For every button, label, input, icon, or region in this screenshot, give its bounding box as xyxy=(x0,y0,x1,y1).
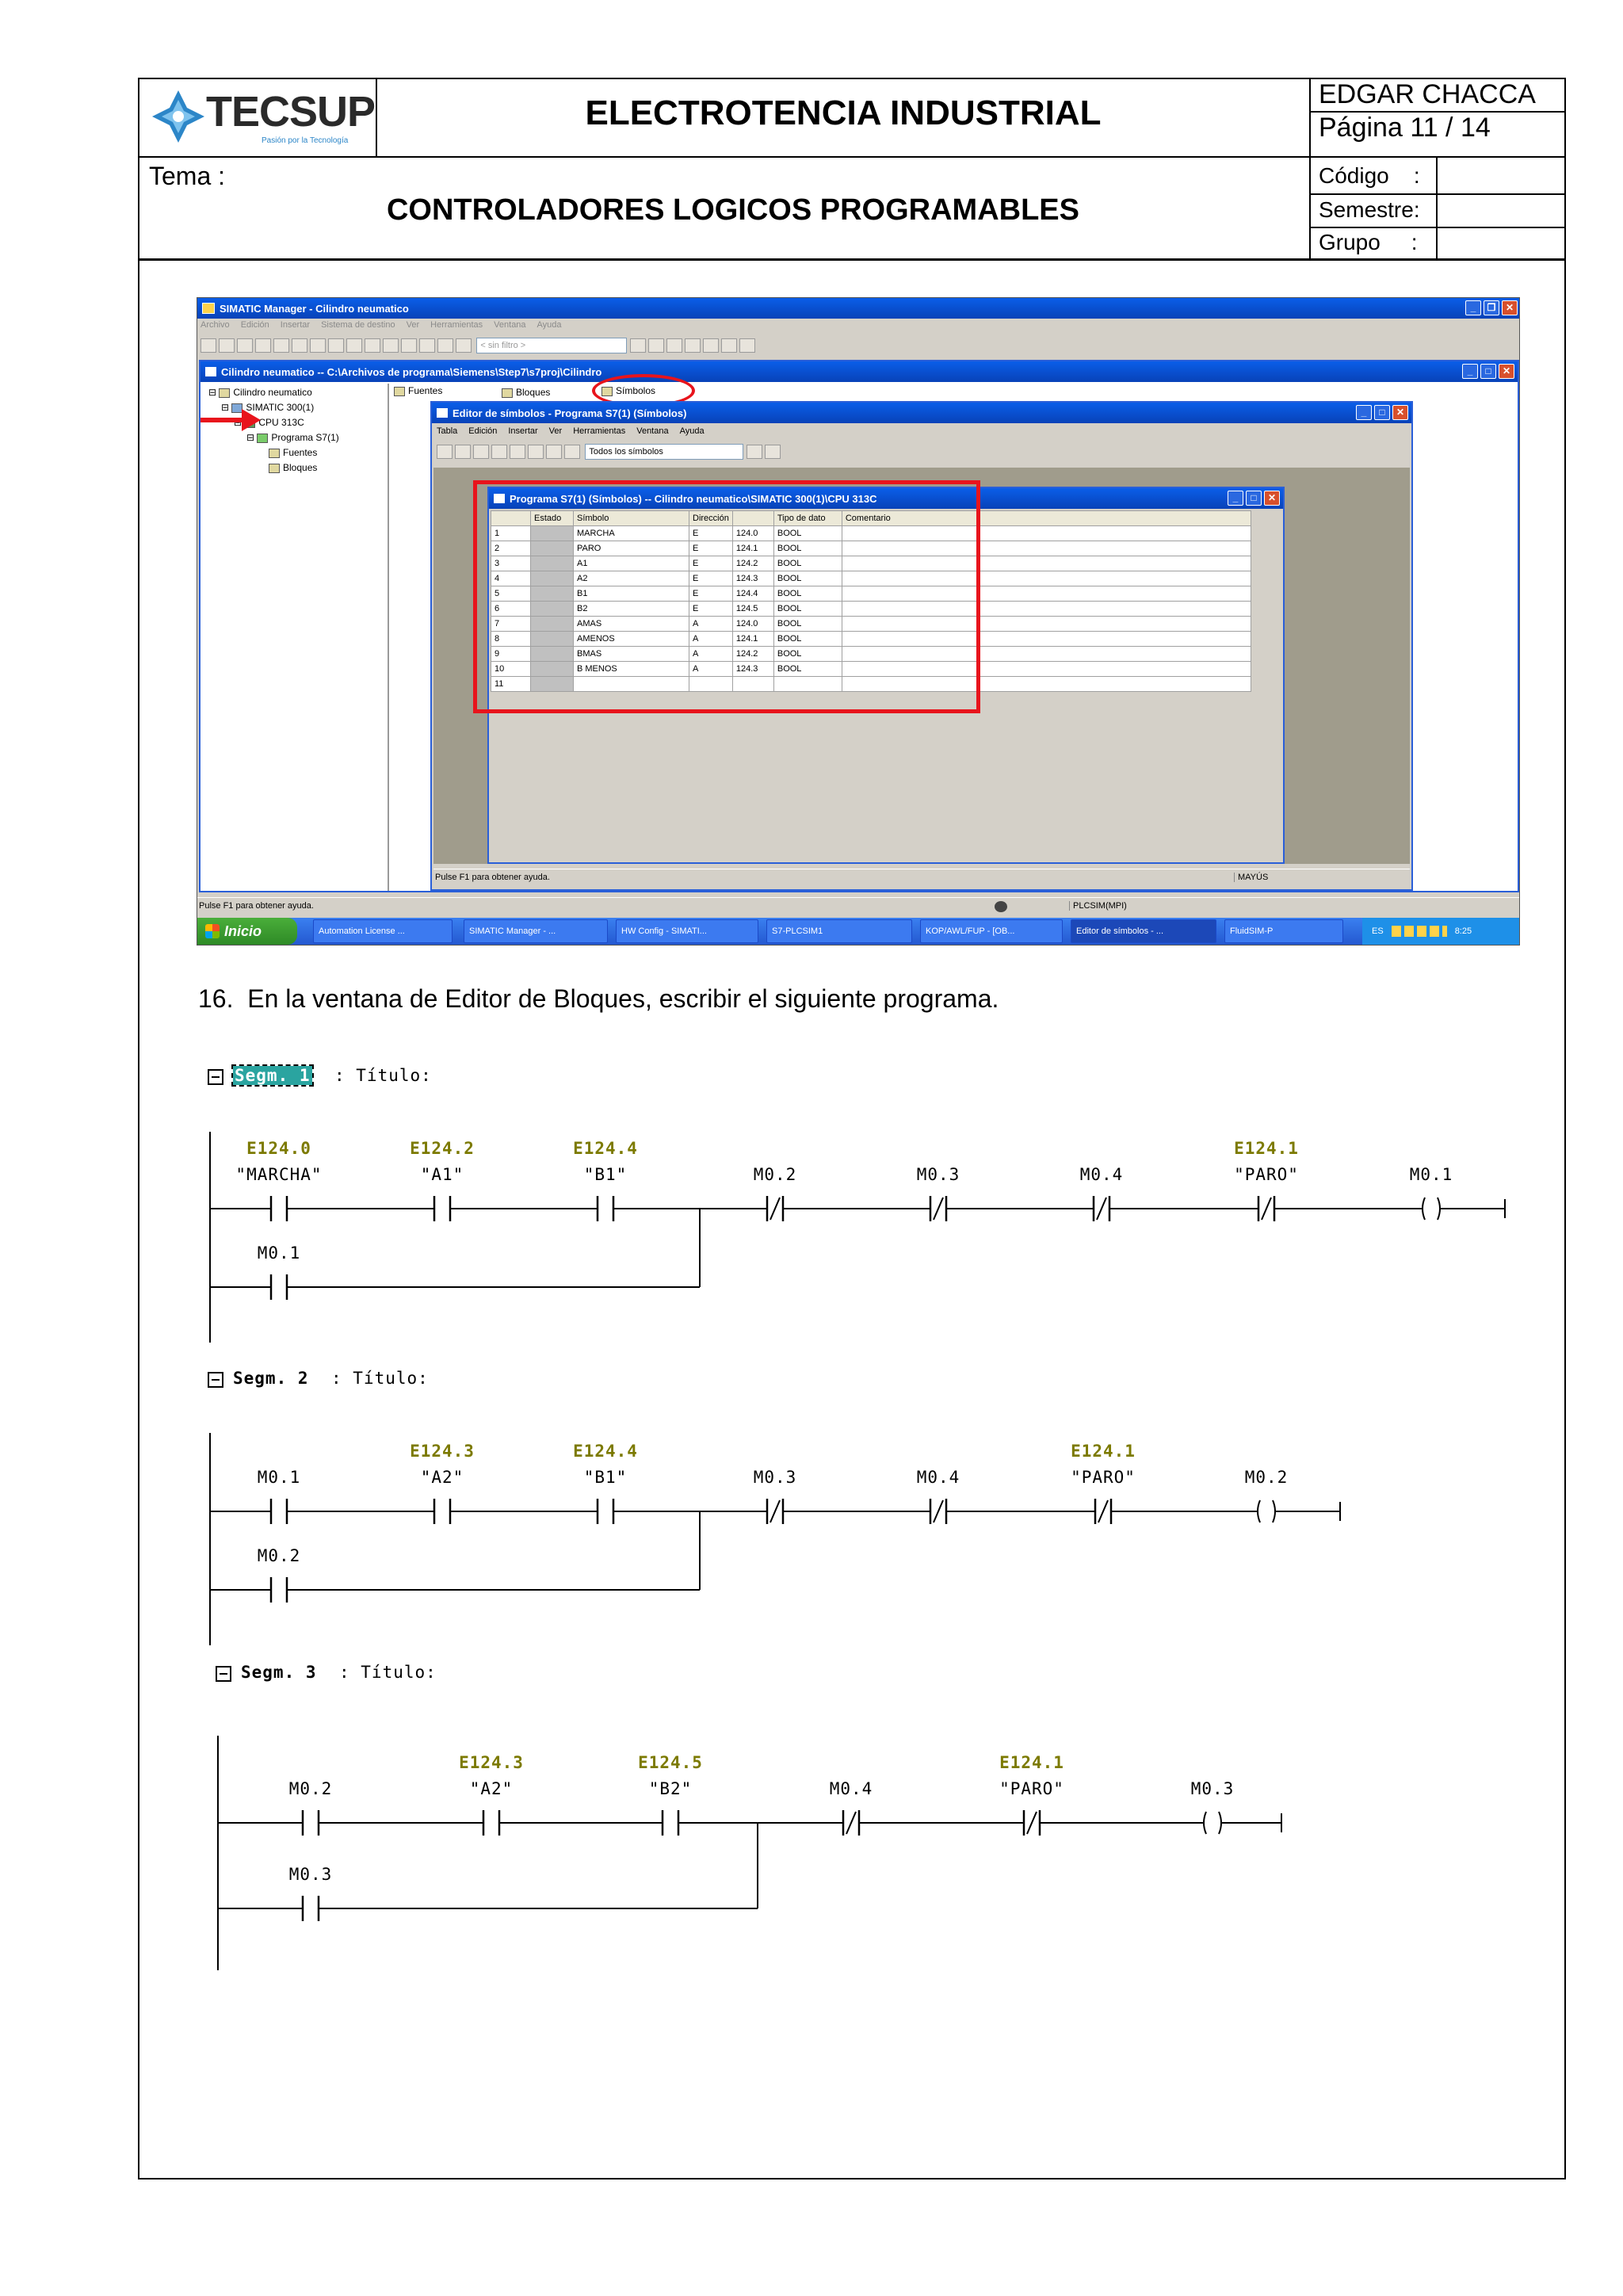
symbol-cell[interactable]: 124.0 xyxy=(732,617,773,632)
editor-menu-edicion[interactable]: Edición xyxy=(468,426,498,436)
list-icon[interactable] xyxy=(383,338,399,353)
contact-address: E124.3 xyxy=(459,1753,524,1772)
editor-statusbar xyxy=(433,869,1410,888)
symbol-cell[interactable]: E xyxy=(689,526,733,541)
symbol-cell[interactable]: 3 xyxy=(491,556,531,571)
contact-symbol: "PARO" xyxy=(1234,1165,1299,1184)
symbol-cell[interactable]: BOOL xyxy=(773,586,842,602)
symbol-cell[interactable]: A xyxy=(689,632,733,647)
symbol-cell[interactable]: 124.1 xyxy=(732,541,773,556)
contact-symbol: M0.2 xyxy=(288,1779,333,1798)
symbol-cell[interactable]: AMENOS xyxy=(574,632,689,647)
manager-statusbar xyxy=(197,897,1520,916)
power-rail xyxy=(209,1433,211,1645)
nc-contact-icon[interactable] xyxy=(759,1497,791,1526)
simatic-icon xyxy=(202,303,215,314)
grupo-label: Grupo : xyxy=(1319,230,1418,254)
no-contact-icon[interactable] xyxy=(655,1809,686,1837)
contact-symbol: "B2" xyxy=(648,1779,693,1798)
no-contact-icon[interactable] xyxy=(263,1194,295,1223)
symbol-cell[interactable]: 1 xyxy=(491,526,531,541)
contact-symbol: "PARO" xyxy=(999,1779,1064,1798)
segment-title: : Título: xyxy=(339,1663,437,1682)
load-icon[interactable] xyxy=(328,338,344,353)
contact-address: E124.4 xyxy=(573,1442,638,1461)
symbol-cell[interactable]: MARCHA xyxy=(574,526,689,541)
page-frame-bottom xyxy=(138,2178,1566,2179)
folder-fuentes[interactable]: Fuentes xyxy=(394,385,442,396)
symbol-cell[interactable]: B MENOS xyxy=(574,662,689,677)
filter-select-value: < sin filtro > xyxy=(480,341,526,350)
power-rail xyxy=(217,1736,219,1970)
details-icon[interactable] xyxy=(401,338,417,353)
symbol-cell[interactable]: BOOL xyxy=(773,541,842,556)
editor-filter-icon[interactable] xyxy=(747,445,762,459)
no-contact-icon[interactable] xyxy=(263,1273,295,1301)
no-contact-icon[interactable] xyxy=(475,1809,507,1837)
online-icon[interactable] xyxy=(346,338,362,353)
logo-text: TECSUP xyxy=(206,88,376,136)
collapse-icon[interactable] xyxy=(216,1666,231,1682)
menu-ayuda[interactable]: Ayuda xyxy=(537,320,562,330)
contact-symbol: M0.1 xyxy=(257,1468,301,1487)
symbol-cell[interactable]: A xyxy=(689,617,733,632)
tecsup-logo xyxy=(151,86,376,149)
grid-icon[interactable] xyxy=(437,338,453,353)
table-minimize-icon[interactable]: _ xyxy=(1228,491,1243,506)
symbol-cell[interactable]: BOOL xyxy=(773,602,842,617)
no-contact-icon[interactable] xyxy=(590,1194,621,1223)
tree-item-blocks[interactable]: Bloques xyxy=(269,462,317,473)
editor-menu-insertar[interactable]: Insertar xyxy=(508,426,538,436)
codigo-divider xyxy=(1309,193,1566,195)
contact-symbol: "MARCHA" xyxy=(235,1165,323,1184)
symbol-cell[interactable]: BOOL xyxy=(773,647,842,662)
contact-address: E124.1 xyxy=(1071,1442,1136,1461)
symbol-cell[interactable]: PARO xyxy=(574,541,689,556)
page-frame-left xyxy=(138,258,139,2179)
tree-item-station[interactable]: ⊟ SIMATIC 300(1) xyxy=(221,402,315,413)
contact-symbol: M0.2 xyxy=(753,1165,797,1184)
symbol-cell[interactable]: 11 xyxy=(491,677,531,692)
tecsup-logo-icon xyxy=(151,89,206,144)
symbol-cell[interactable]: 10 xyxy=(491,662,531,677)
project-close-icon[interactable]: ✕ xyxy=(1499,364,1514,379)
tree-icon[interactable] xyxy=(419,338,435,353)
nc-contact-icon[interactable] xyxy=(922,1194,954,1223)
power-rail xyxy=(209,1132,211,1343)
project-titlebar[interactable] xyxy=(200,361,1518,382)
editor-status-caps: MAYÚS xyxy=(1234,873,1268,882)
header-divider xyxy=(138,156,1566,158)
task-kop[interactable]: KOP/AWL/FUP - [OB... xyxy=(920,919,1063,943)
contact-symbol: M0.4 xyxy=(1079,1165,1124,1184)
document-title: ELECTROTENCIA INDUSTRIAL xyxy=(585,94,1102,132)
tree-item-sources[interactable]: Fuentes xyxy=(269,447,317,458)
col-comentario[interactable]: Comentario xyxy=(842,511,1251,526)
editor-title: Editor de símbolos - Programa S7(1) (Símbolos) xyxy=(453,407,687,419)
task-plcsim[interactable]: S7-PLCSIM1 xyxy=(766,919,912,943)
symbol-cell[interactable]: E xyxy=(689,556,733,571)
symbol-cell[interactable]: A2 xyxy=(574,571,689,586)
contact-symbol: M0.2 xyxy=(1244,1468,1289,1487)
project-icon-title xyxy=(205,367,216,376)
contact-symbol: "A2" xyxy=(420,1468,464,1487)
symbol-cell[interactable]: E xyxy=(689,602,733,617)
contact-symbol: "B1" xyxy=(583,1468,628,1487)
help-icon[interactable] xyxy=(739,338,755,353)
branch-join xyxy=(757,1823,758,1908)
end-rail xyxy=(1339,1502,1341,1521)
segment-label[interactable]: Segm. 3 xyxy=(241,1663,317,1682)
minimize-icon[interactable]: _ xyxy=(1465,300,1481,315)
end-rail xyxy=(1281,1813,1282,1832)
symbol-cell[interactable]: BOOL xyxy=(773,556,842,571)
task-license[interactable]: Automation License ... xyxy=(313,919,453,943)
symbol-cell[interactable]: 124.3 xyxy=(732,662,773,677)
editor-print-icon[interactable] xyxy=(473,445,489,459)
editor-close-icon[interactable]: ✕ xyxy=(1392,405,1408,420)
network-icon[interactable] xyxy=(237,338,253,353)
manager-titlebar[interactable] xyxy=(197,298,1520,319)
codigo-label: Código : xyxy=(1319,163,1420,188)
editor-menubar xyxy=(437,426,716,436)
simatic-screenshot xyxy=(197,297,1520,946)
symbol-filter-select[interactable] xyxy=(585,444,743,460)
symbol-cell[interactable]: 7 xyxy=(491,617,531,632)
contact-address: E124.5 xyxy=(638,1753,703,1772)
instruction-text: 16. En la ventana de Editor de Bloques, escribir el siguiente programa. xyxy=(198,984,999,1013)
branch-contact-symbol: M0.3 xyxy=(288,1865,333,1884)
segment-title: : Título: xyxy=(334,1066,432,1085)
editor-minimize-icon[interactable]: _ xyxy=(1356,405,1372,420)
fuentes-icon xyxy=(394,387,405,396)
contact-symbol: "B1" xyxy=(583,1165,628,1184)
contact-address: E124.1 xyxy=(1234,1139,1299,1158)
contact-address: E124.2 xyxy=(410,1139,475,1158)
nc-contact-icon[interactable] xyxy=(835,1809,867,1837)
semestre-label: Semestre: xyxy=(1319,197,1420,222)
program-icon xyxy=(257,434,268,443)
symbol-cell[interactable]: A1 xyxy=(574,556,689,571)
col-estado[interactable]: Estado xyxy=(531,511,574,526)
filter-icon[interactable] xyxy=(630,338,646,353)
editor-status-text: Pulse F1 para obtener ayuda. xyxy=(435,873,550,882)
symbol-cell[interactable]: E xyxy=(689,586,733,602)
task-fluidsim[interactable]: FluidSIM-P xyxy=(1224,919,1343,943)
tree-item-cpu[interactable]: CPU 313C xyxy=(234,417,304,428)
contact-symbol: M0.3 xyxy=(916,1165,960,1184)
tree-item-project[interactable]: ⊟ Cilindro neumatico xyxy=(208,387,312,398)
contact-symbol: M0.4 xyxy=(916,1468,960,1487)
symbol-cell[interactable]: 4 xyxy=(491,571,531,586)
red-arrow-icon xyxy=(199,406,262,434)
start-button[interactable] xyxy=(197,918,297,945)
segment-label[interactable]: Segm. 1 xyxy=(235,1066,311,1085)
project-title: Cilindro neumatico -- C:\Archivos de programa\Siemens\Step7\s7proj\Cilindro xyxy=(221,365,602,378)
menu-archivo[interactable]: Archivo xyxy=(200,320,230,330)
tema-label: Tema : xyxy=(149,162,226,190)
editor-copy-icon[interactable] xyxy=(510,445,525,459)
page-frame-right xyxy=(1564,258,1566,2179)
table-title: Programa S7(1) (Símbolos) -- Cilindro neumatico\SIMATIC 300(1)\CPU 313C xyxy=(510,492,877,505)
contact-address: E124.3 xyxy=(410,1442,475,1461)
page-number: Página 11 / 14 xyxy=(1319,113,1491,143)
col-direccion[interactable]: Dirección xyxy=(689,511,733,526)
simulate-icon[interactable] xyxy=(666,338,682,353)
symbol-cell[interactable]: E xyxy=(689,571,733,586)
nc-contact-icon[interactable] xyxy=(1087,1497,1119,1526)
coil-icon[interactable] xyxy=(1197,1809,1228,1837)
contact-symbol: "A1" xyxy=(420,1165,464,1184)
body-top-line xyxy=(138,258,1566,261)
contact-address: E124.4 xyxy=(573,1139,638,1158)
window-cascade-icon[interactable] xyxy=(685,338,701,353)
sources-folder-icon xyxy=(269,449,280,458)
editor-undo-icon[interactable] xyxy=(546,445,562,459)
branch-contact-symbol: M0.1 xyxy=(257,1244,301,1263)
editor-icon xyxy=(437,408,448,418)
open-icon[interactable] xyxy=(219,338,235,353)
project-maximize-icon[interactable]: □ xyxy=(1480,364,1496,379)
blocks-folder-icon xyxy=(269,464,280,473)
project-folder-icon xyxy=(219,388,230,398)
download-icon[interactable] xyxy=(255,338,271,353)
tree-item-program[interactable]: ⊟ Programa S7(1) xyxy=(246,432,339,443)
symbol-cell[interactable]: 9 xyxy=(491,647,531,662)
semestre-divider xyxy=(1309,227,1566,228)
editor-menu-herramientas[interactable]: Herramientas xyxy=(573,426,626,436)
table-highlight xyxy=(473,480,980,713)
symbol-cell[interactable]: BOOL xyxy=(773,632,842,647)
task-symbol-editor[interactable]: Editor de símbolos - ... xyxy=(1071,919,1216,943)
tray-icons xyxy=(1392,926,1447,937)
symbol-cell[interactable]: A xyxy=(689,647,733,662)
symbol-cell[interactable]: 2 xyxy=(491,541,531,556)
editor-menu-ventana[interactable]: Ventana xyxy=(636,426,669,436)
collapse-icon[interactable] xyxy=(208,1372,223,1388)
editor-maximize-icon[interactable]: □ xyxy=(1374,405,1390,420)
contact-symbol: M0.4 xyxy=(829,1779,873,1798)
symbol-filter-value: Todos los símbolos xyxy=(589,447,663,457)
symbol-cell[interactable]: 124.5 xyxy=(732,602,773,617)
symbol-cell[interactable]: BOOL xyxy=(773,617,842,632)
subject-title: CONTROLADORES LOGICOS PROGRAMABLES xyxy=(386,193,1080,227)
nc-contact-icon[interactable] xyxy=(922,1497,954,1526)
symbol-cell[interactable]: BMAS xyxy=(574,647,689,662)
contact-symbol: "PARO" xyxy=(1071,1468,1136,1487)
start-label: Inicio xyxy=(224,923,262,939)
manager-status-text: Pulse F1 para obtener ayuda. xyxy=(199,901,314,911)
plcsim-icon xyxy=(995,901,1007,912)
windows-logo-icon xyxy=(205,924,220,938)
manager-status-plcsim: PLCSIM(MPI) xyxy=(1069,901,1127,911)
folder-bloques[interactable]: Bloques xyxy=(502,387,550,398)
no-contact-icon[interactable] xyxy=(295,1809,327,1837)
system-tray xyxy=(1362,918,1520,945)
editor-toolbar xyxy=(437,444,783,460)
right-divider-2 xyxy=(1436,157,1438,260)
branch-join xyxy=(699,1209,701,1287)
col-tipo[interactable]: Tipo de dato xyxy=(773,511,842,526)
segment-label[interactable]: Segm. 2 xyxy=(233,1369,309,1388)
window-tile-icon[interactable] xyxy=(703,338,719,353)
contact-address: E124.1 xyxy=(999,1753,1064,1772)
collapse-icon[interactable] xyxy=(208,1069,223,1085)
task-manager[interactable]: SIMATIC Manager - ... xyxy=(464,919,608,943)
no-contact-icon[interactable] xyxy=(426,1194,458,1223)
no-contact-icon[interactable] xyxy=(295,1894,327,1923)
col-simbolo[interactable]: Símbolo xyxy=(574,511,689,526)
branch-join xyxy=(699,1511,701,1590)
no-contact-icon[interactable] xyxy=(263,1497,295,1526)
browse-icon[interactable] xyxy=(456,338,472,353)
symbol-cell[interactable]: 124.3 xyxy=(732,571,773,586)
right-divider xyxy=(1309,78,1311,260)
contact-symbol: M0.1 xyxy=(1409,1165,1453,1184)
new-icon[interactable] xyxy=(200,338,216,353)
branch-contact-symbol: M0.2 xyxy=(257,1546,301,1565)
manager-toolbar xyxy=(200,338,1516,357)
symbol-cell[interactable]: 124.0 xyxy=(732,526,773,541)
symbol-cell[interactable]: AMAS xyxy=(574,617,689,632)
symbol-cell[interactable]: E xyxy=(689,541,733,556)
project-window xyxy=(199,360,1519,892)
project-tree xyxy=(200,384,389,891)
symbol-cell[interactable]: 124.1 xyxy=(732,632,773,647)
no-contact-icon[interactable] xyxy=(263,1576,295,1604)
editor-redo-icon[interactable] xyxy=(564,445,580,459)
nc-contact-icon[interactable] xyxy=(1251,1194,1282,1223)
editor-help-icon[interactable] xyxy=(765,445,781,459)
tray-clock: 8:25 xyxy=(1454,926,1472,936)
symbol-cell[interactable]: BOOL xyxy=(773,571,842,586)
editor-titlebar[interactable] xyxy=(432,403,1411,423)
contact-symbol: M0.3 xyxy=(1190,1779,1235,1798)
manager-menubar xyxy=(200,320,573,334)
menu-insertar[interactable]: Insertar xyxy=(280,320,311,330)
symbol-cell[interactable]: B1 xyxy=(574,586,689,602)
window-arrange-icon[interactable] xyxy=(721,338,737,353)
symbol-editor-window xyxy=(430,401,1413,891)
editor-menu-ver[interactable]: Ver xyxy=(548,426,563,436)
contact-address: E124.0 xyxy=(246,1139,311,1158)
editor-menu-ayuda[interactable]: Ayuda xyxy=(679,426,705,436)
menu-ventana[interactable]: Ventana xyxy=(494,320,526,330)
editor-menu-tabla[interactable]: Tabla xyxy=(437,426,458,436)
offline-icon[interactable] xyxy=(365,338,380,353)
coil-icon[interactable] xyxy=(1251,1497,1282,1526)
main-wire xyxy=(209,1208,1504,1209)
restore-icon[interactable]: ❐ xyxy=(1484,300,1499,315)
symbol-cell[interactable]: B2 xyxy=(574,602,689,617)
contact-symbol: "A2" xyxy=(469,1779,514,1798)
symbol-cell[interactable]: 124.2 xyxy=(732,556,773,571)
menu-herramientas[interactable]: Herramientas xyxy=(430,320,483,330)
close-icon[interactable]: ✕ xyxy=(1502,300,1518,315)
symbol-cell[interactable]: 124.4 xyxy=(732,586,773,602)
folder-simbolos[interactable]: Símbolos xyxy=(601,385,655,396)
filter-select[interactable] xyxy=(476,338,627,353)
nc-contact-icon[interactable] xyxy=(759,1194,791,1223)
manager-title: SIMATIC Manager - Cilindro neumatico xyxy=(220,302,409,315)
coil-icon[interactable] xyxy=(1415,1194,1447,1223)
table-close-icon[interactable]: ✕ xyxy=(1264,491,1280,506)
tray-language[interactable]: ES xyxy=(1372,926,1384,936)
cut-icon[interactable] xyxy=(273,338,289,353)
editor-cut-icon[interactable] xyxy=(491,445,507,459)
table-empty-area xyxy=(491,718,1283,861)
symbol-cell[interactable]: 124.2 xyxy=(732,647,773,662)
copy-icon[interactable] xyxy=(292,338,307,353)
project-minimize-icon[interactable]: _ xyxy=(1462,364,1478,379)
end-rail xyxy=(1504,1199,1506,1218)
project-icon[interactable] xyxy=(648,338,664,353)
bloques-icon xyxy=(502,388,513,398)
segment-title: : Título: xyxy=(331,1369,429,1388)
symbol-cell[interactable]: A xyxy=(689,662,733,677)
nc-contact-icon[interactable] xyxy=(1086,1194,1117,1223)
contact-symbol: M0.3 xyxy=(753,1468,797,1487)
task-hwconfig[interactable]: HW Config - SIMATI... xyxy=(616,919,758,943)
symbol-cell[interactable]: BOOL xyxy=(773,662,842,677)
editor-save-icon[interactable] xyxy=(455,445,471,459)
table-maximize-icon[interactable]: □ xyxy=(1246,491,1262,506)
logo-tagline: Pasión por la Tecnología xyxy=(262,136,349,145)
symbol-cell[interactable]: BOOL xyxy=(773,526,842,541)
author-name: EDGAR CHACCA xyxy=(1319,79,1536,109)
symbol-cell[interactable]: 6 xyxy=(491,602,531,617)
menu-edicion[interactable]: Edición xyxy=(240,320,269,330)
nc-contact-icon[interactable] xyxy=(1016,1809,1048,1837)
main-wire xyxy=(217,1822,1281,1824)
symbol-cell[interactable]: 5 xyxy=(491,586,531,602)
menu-sistema-destino[interactable]: Sistema de destino xyxy=(321,320,395,330)
editor-paste-icon[interactable] xyxy=(528,445,544,459)
paste-icon[interactable] xyxy=(310,338,326,353)
editor-open-icon[interactable] xyxy=(437,445,453,459)
no-contact-icon[interactable] xyxy=(590,1497,621,1526)
menu-ver[interactable]: Ver xyxy=(406,320,420,330)
symbol-cell[interactable]: 8 xyxy=(491,632,531,647)
no-contact-icon[interactable] xyxy=(426,1497,458,1526)
